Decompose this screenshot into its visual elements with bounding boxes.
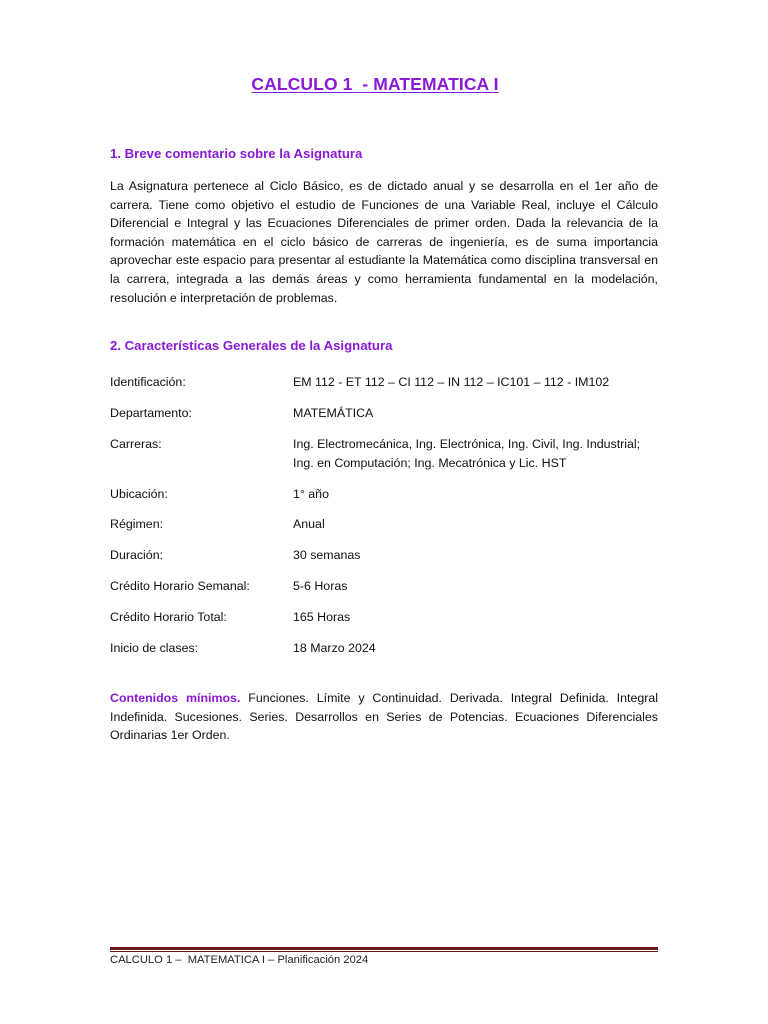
info-value: 1° año <box>293 487 329 501</box>
info-label: Departamento: <box>110 406 192 420</box>
section-1-heading: 1. Breve comentario sobre la Asignatura <box>110 146 363 161</box>
info-value: 165 Horas <box>293 610 351 624</box>
info-label: Crédito Horario Total: <box>110 610 227 624</box>
info-label: Inicio de clases: <box>110 641 199 655</box>
page-footer: CALCULO 1 – MATEMATICA I – Planificación 2024 <box>110 954 369 966</box>
info-label: Duración: <box>110 548 164 562</box>
info-value: Anual <box>293 517 325 531</box>
footer-rule-thin <box>110 951 658 952</box>
info-label: Crédito Horario Semanal: <box>110 579 250 593</box>
info-value: 5-6 Horas <box>293 579 348 593</box>
info-value: MATEMÁTICA <box>293 406 374 420</box>
info-value: 18 Marzo 2024 <box>293 641 376 655</box>
info-value: 30 semanas <box>293 548 361 562</box>
section-1-paragraph: La Asignatura pertenece al Ciclo Básico, es de dictado anual y se desarrolla en el 1er año de carrera. Tiene como objetivo el estudio de Funciones de una Variable Real, incluye el Cálculo Diferencial e Integral y las Ecuaciones Diferenciales de primer orden. Dada la relevancia de la formación matemática en el ciclo básico de carreras de ingeniería, es de suma importancia aprovechar este espacio para presentar al estudiante la Matemática como disciplina transversal en la carrera, integrada a las demás áreas y como herramienta fundamental en la modelación, resolución e interpretación de problemas. <box>110 179 658 305</box>
contenidos-minimos-paragraph <box>110 689 658 745</box>
info-label: Identificación: <box>110 375 186 389</box>
document-title: CALCULO 1 - MATEMATICA I <box>251 74 499 94</box>
contenidos-minimos-text: Funciones. Límite y Continuidad. Derivada. Integral Definida. Integral Indefinida. Sucesiones. Series. Desarrollos en Series de Potencias. Ecuaciones Diferenciales Ordinarias 1er Orden. <box>110 691 658 743</box>
info-label: Ubicación: <box>110 487 168 501</box>
info-label: Régimen: <box>110 517 164 531</box>
section-2-heading: 2. Características Generales de la Asignatura <box>110 338 393 353</box>
info-label: Carreras: <box>110 437 162 451</box>
contenidos-minimos-label: Contenidos mínimos. <box>110 691 241 705</box>
footer-rule-thick <box>110 947 658 950</box>
info-value: EM 112 - ET 112 – CI 112 – IN 112 – IC101 – 112 - IM102 <box>293 375 610 389</box>
info-value: Ing. Electromecánica, Ing. Electrónica, Ing. Civil, Ing. Industrial; Ing. en Computación; Ing. Mecatrónica y Lic. HST <box>293 437 641 470</box>
